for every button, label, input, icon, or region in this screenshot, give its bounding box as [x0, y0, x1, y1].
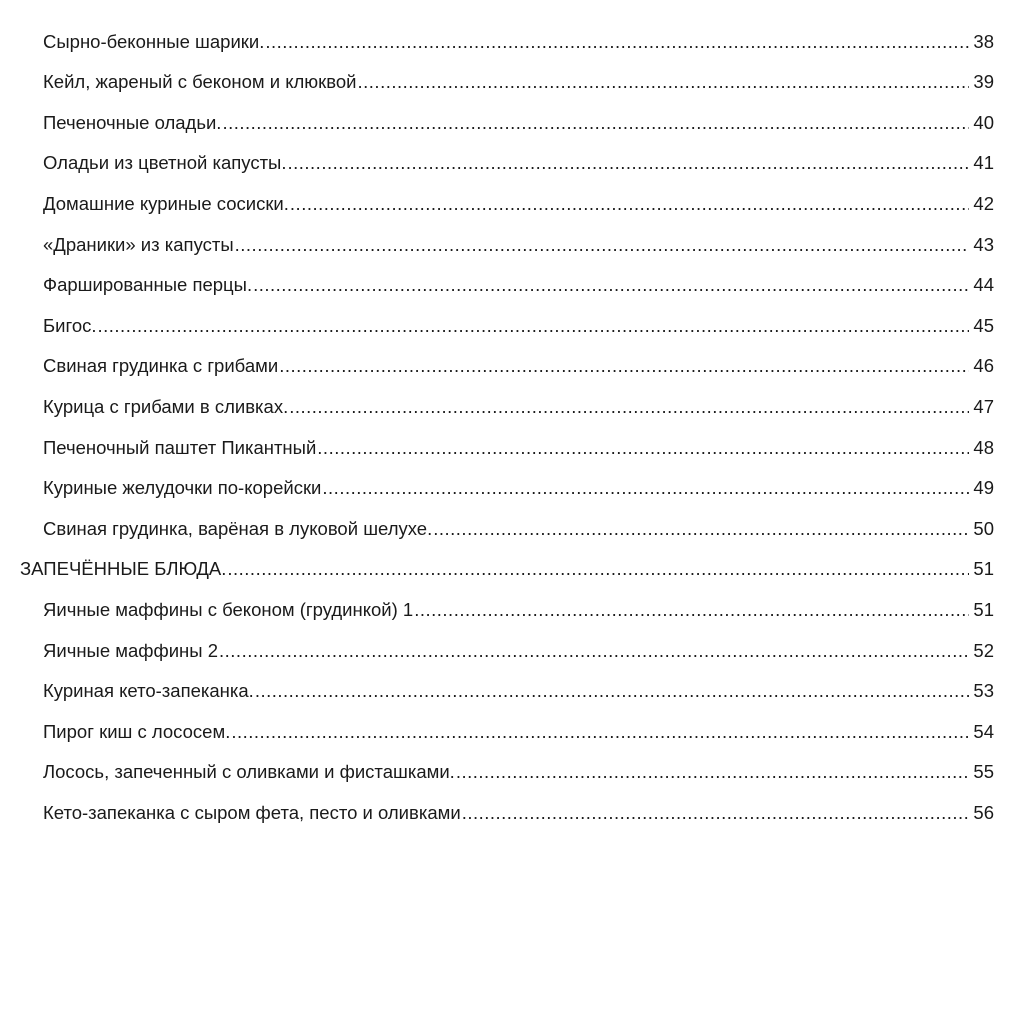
toc-entry[interactable] [0, 632, 1035, 673]
toc-entry[interactable] [0, 348, 1035, 389]
toc-entry-page: 44 [973, 274, 994, 296]
toc-entry-title: Печеночные оладьи. [43, 111, 222, 133]
toc-entry-page: 41 [973, 152, 994, 174]
toc-entry-page: 46 [973, 355, 994, 377]
toc-entry-title: Сырно-беконные шарики. [43, 30, 265, 52]
toc-entry-title: Пирог киш с лососем. [43, 720, 231, 742]
toc-entry[interactable] [0, 591, 1035, 632]
toc-entry[interactable] [0, 185, 1035, 226]
toc-entry-page: 45 [973, 314, 994, 336]
toc-dot-leader [222, 112, 969, 134]
toc-section-heading[interactable] [0, 551, 1035, 592]
toc-dot-leader [231, 721, 969, 743]
toc-dot-leader [235, 234, 969, 256]
table-of-contents [0, 23, 1035, 835]
toc-entry[interactable] [0, 429, 1035, 470]
toc-entry-page: 48 [973, 436, 994, 458]
toc-entry-title: Свиная грудинка с грибами [43, 355, 279, 377]
toc-dot-leader [358, 71, 969, 93]
toc-entry-title: ЗАПЕЧЁННЫЕ БЛЮДА. [20, 558, 227, 580]
toc-entry-page: 49 [973, 477, 994, 499]
toc-dot-leader [414, 599, 969, 621]
toc-entry[interactable] [0, 388, 1035, 429]
toc-entry-title: Домашние куриные сосиски. [43, 192, 289, 214]
toc-entry-title: Оладьи из цветной капусты. [43, 152, 287, 174]
toc-entry-title: Яичные маффины 2 [43, 639, 219, 661]
toc-entry-page: 51 [973, 598, 994, 620]
toc-dot-leader [456, 761, 969, 783]
toc-entry[interactable] [0, 307, 1035, 348]
toc-dot-leader [289, 396, 969, 418]
toc-entry-page: 40 [973, 111, 994, 133]
toc-dot-leader [287, 152, 969, 174]
toc-entry[interactable] [0, 23, 1035, 64]
toc-entry[interactable] [0, 794, 1035, 835]
toc-entry-page: 38 [973, 30, 994, 52]
toc-entry[interactable] [0, 104, 1035, 145]
toc-dot-leader [322, 477, 969, 499]
toc-dot-leader [265, 31, 969, 53]
toc-entry-page: 55 [973, 761, 994, 783]
toc-entry-page: 56 [973, 801, 994, 823]
toc-entry-title: «Драники» из капусты [43, 233, 234, 255]
toc-dot-leader [290, 193, 969, 215]
toc-entry-title: Куриные желудочки по-корейски [43, 477, 322, 499]
toc-dot-leader [219, 640, 969, 662]
toc-dot-leader [433, 518, 969, 540]
toc-entry[interactable] [0, 510, 1035, 551]
toc-entry[interactable] [0, 267, 1035, 308]
toc-entry-title: Кейл, жареный с беконом и клюквой [43, 71, 357, 93]
toc-entry-page: 39 [973, 71, 994, 93]
toc-entry[interactable] [0, 713, 1035, 754]
toc-entry-title: Яичные маффины с беконом (грудинкой) 1 [43, 598, 414, 620]
toc-entry-page: 42 [973, 192, 994, 214]
toc-entry-title: Курица с грибами в сливках. [43, 395, 289, 417]
toc-entry-title: Печеночный паштет Пикантный [43, 436, 317, 458]
toc-dot-leader [255, 680, 969, 702]
toc-entry-page: 54 [973, 720, 994, 742]
toc-entry-page: 47 [973, 395, 994, 417]
toc-dot-leader [317, 437, 969, 459]
toc-entry-title: Бигос. [43, 314, 97, 336]
toc-dot-leader [462, 802, 969, 824]
toc-entry-title: Кето-запеканка с сыром фета, песто и оливками [43, 801, 461, 823]
toc-dot-leader [279, 355, 969, 377]
toc-entry-title: Куриная кето-запеканка. [43, 680, 254, 702]
toc-entry-title: Свиная грудинка, варёная в луковой шелухе. [43, 517, 433, 539]
toc-entry[interactable] [0, 470, 1035, 511]
toc-entry-page: 53 [973, 680, 994, 702]
toc-dot-leader [227, 558, 969, 580]
toc-entry-title: Лосось, запеченный с оливками и фисташками. [43, 761, 455, 783]
toc-entry[interactable] [0, 64, 1035, 105]
toc-dot-leader [98, 315, 970, 337]
toc-entry[interactable] [0, 673, 1035, 714]
toc-entry[interactable] [0, 145, 1035, 186]
toc-dot-leader [253, 274, 969, 296]
toc-entry[interactable] [0, 754, 1035, 795]
toc-entry[interactable] [0, 226, 1035, 267]
toc-entry-page: 51 [973, 558, 994, 580]
toc-entry-page: 50 [973, 517, 994, 539]
toc-entry-page: 43 [973, 233, 994, 255]
toc-entry-title: Фаршированные перцы. [43, 274, 253, 296]
toc-entry-page: 52 [973, 639, 994, 661]
